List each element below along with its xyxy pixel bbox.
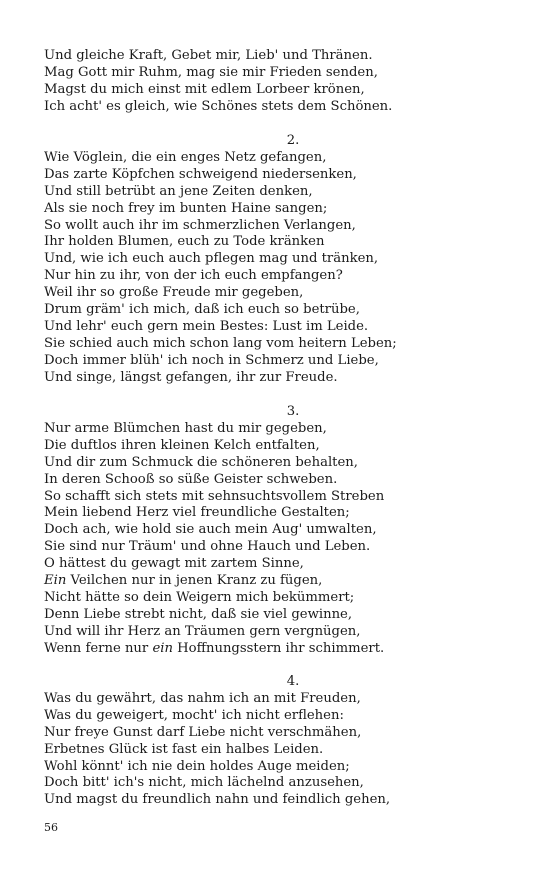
sonnet-4	[44, 674, 524, 809]
sonnet-number: 3.	[286, 404, 300, 419]
emphasis: Ein	[44, 573, 67, 589]
verse-line: Weil ihr so große Freude mir gegeben,	[44, 285, 304, 301]
verse-line: So wollt auch ihr im schmerzlichen Verlangen,	[44, 217, 356, 233]
verse-line: Doch bitt' ich's nicht, mich lächelnd anzusehen,	[44, 775, 364, 791]
verse-line: Sie schied auch mich schon lang vom heitern Leben;	[44, 335, 397, 351]
verse-text: Veilchen nur in jenen Kranz zu fügen,	[66, 573, 323, 589]
verse-line: Erbetnes Glück ist fast ein halbes Leiden.	[44, 741, 324, 757]
verse-line: Denn Liebe strebt nicht, daß sie viel gewinne,	[44, 606, 353, 622]
verse-line: Nicht hätte so dein Weigern mich bekümmert;	[44, 589, 355, 605]
verse-line: Sie sind nur Träum' und ohne Hauch und Leben.	[44, 539, 371, 555]
sonnet-number: 2.	[286, 133, 300, 148]
verse-line: Ihr holden Blumen, euch zu Tode kränken	[44, 234, 325, 250]
verse-line: Magst du mich einst mit edlem Lorbeer krönen,	[44, 81, 365, 97]
verse-line: Mein liebend Herz viel freundliche Gestalten;	[44, 505, 350, 521]
verse-line: Die duftlos ihren kleinen Kelch entfalten,	[44, 437, 320, 453]
verse-line: Nur freye Gunst darf Liebe nicht verschmähen,	[44, 724, 362, 740]
verse-line: Und, wie ich euch auch pflegen mag und tränken,	[44, 251, 379, 267]
verse-line: Wie Vöglein, die ein enges Netz gefangen,	[44, 149, 327, 165]
verse-line	[44, 641, 524, 658]
verse-line: Doch ach, wie hold sie auch mein Aug' umwalten,	[44, 522, 377, 538]
verse-line: Und singe, längst gefangen, ihr zur Freude.	[44, 369, 338, 385]
verse-line: Nur hin zu ihr, von der ich euch empfangen?	[44, 268, 343, 284]
verse-line: O hättest du gewagt mit zartem Sinne,	[44, 556, 304, 572]
verse-line: Und dir zum Schmuck die schöneren behalten,	[44, 454, 358, 470]
verse-line: Was du gewährt, das nahm ich an mit Freuden,	[44, 690, 361, 706]
verse-line: Und still betrübt an jene Zeiten denken,	[44, 183, 313, 199]
sonnet-number: 4.	[286, 674, 300, 689]
verse-line: Mag Gott mir Ruhm, mag sie mir Frieden senden,	[44, 64, 378, 80]
verse-line: Und will ihr Herz an Träumen gern vergnügen,	[44, 623, 361, 639]
verse-line: Was du geweigert, mocht' ich nicht erflehen:	[44, 707, 344, 723]
verse-line: Doch immer blüh' ich noch in Schmerz und Liebe,	[44, 352, 379, 368]
verse-line: So schafft sich stets mit sehnsuchtsvollem Streben	[44, 488, 385, 504]
stanza-intro	[44, 48, 524, 116]
verse-line: Das zarte Köpfchen schweigend niedersenken,	[44, 166, 357, 182]
verse-line: In deren Schooß so süße Geister schweben.	[44, 471, 338, 487]
verse-line: Drum gräm' ich mich, daß ich euch so betrübe,	[44, 302, 360, 318]
verse-line: Nur arme Blümchen hast du mir gegeben,	[44, 420, 327, 436]
verse-line: Und magst du freundlich nahn und feindlich gehen,	[44, 792, 391, 808]
verse-line: Als sie noch frey im bunten Haine sangen;	[44, 200, 328, 216]
sonnet-3	[44, 404, 524, 658]
verse-line: Ich acht' es gleich, wie Schönes stets dem Schönen.	[44, 98, 393, 114]
verse-line: Und lehr' euch gern mein Bestes: Lust im Leide.	[44, 318, 369, 334]
emphasis: ein	[152, 640, 173, 656]
verse-text: Wenn ferne nur	[44, 640, 153, 656]
verse-line: Wohl könnt' ich nie dein holdes Auge meiden;	[44, 758, 350, 774]
verse-text: Hoffnungsstern ihr schimmert.	[172, 640, 385, 656]
verse-line	[44, 573, 524, 590]
verse-line: Und gleiche Kraft, Gebet mir, Lieb' und Thränen.	[44, 48, 373, 63]
sonnet-2	[44, 133, 524, 387]
page-number: 56	[44, 821, 58, 834]
